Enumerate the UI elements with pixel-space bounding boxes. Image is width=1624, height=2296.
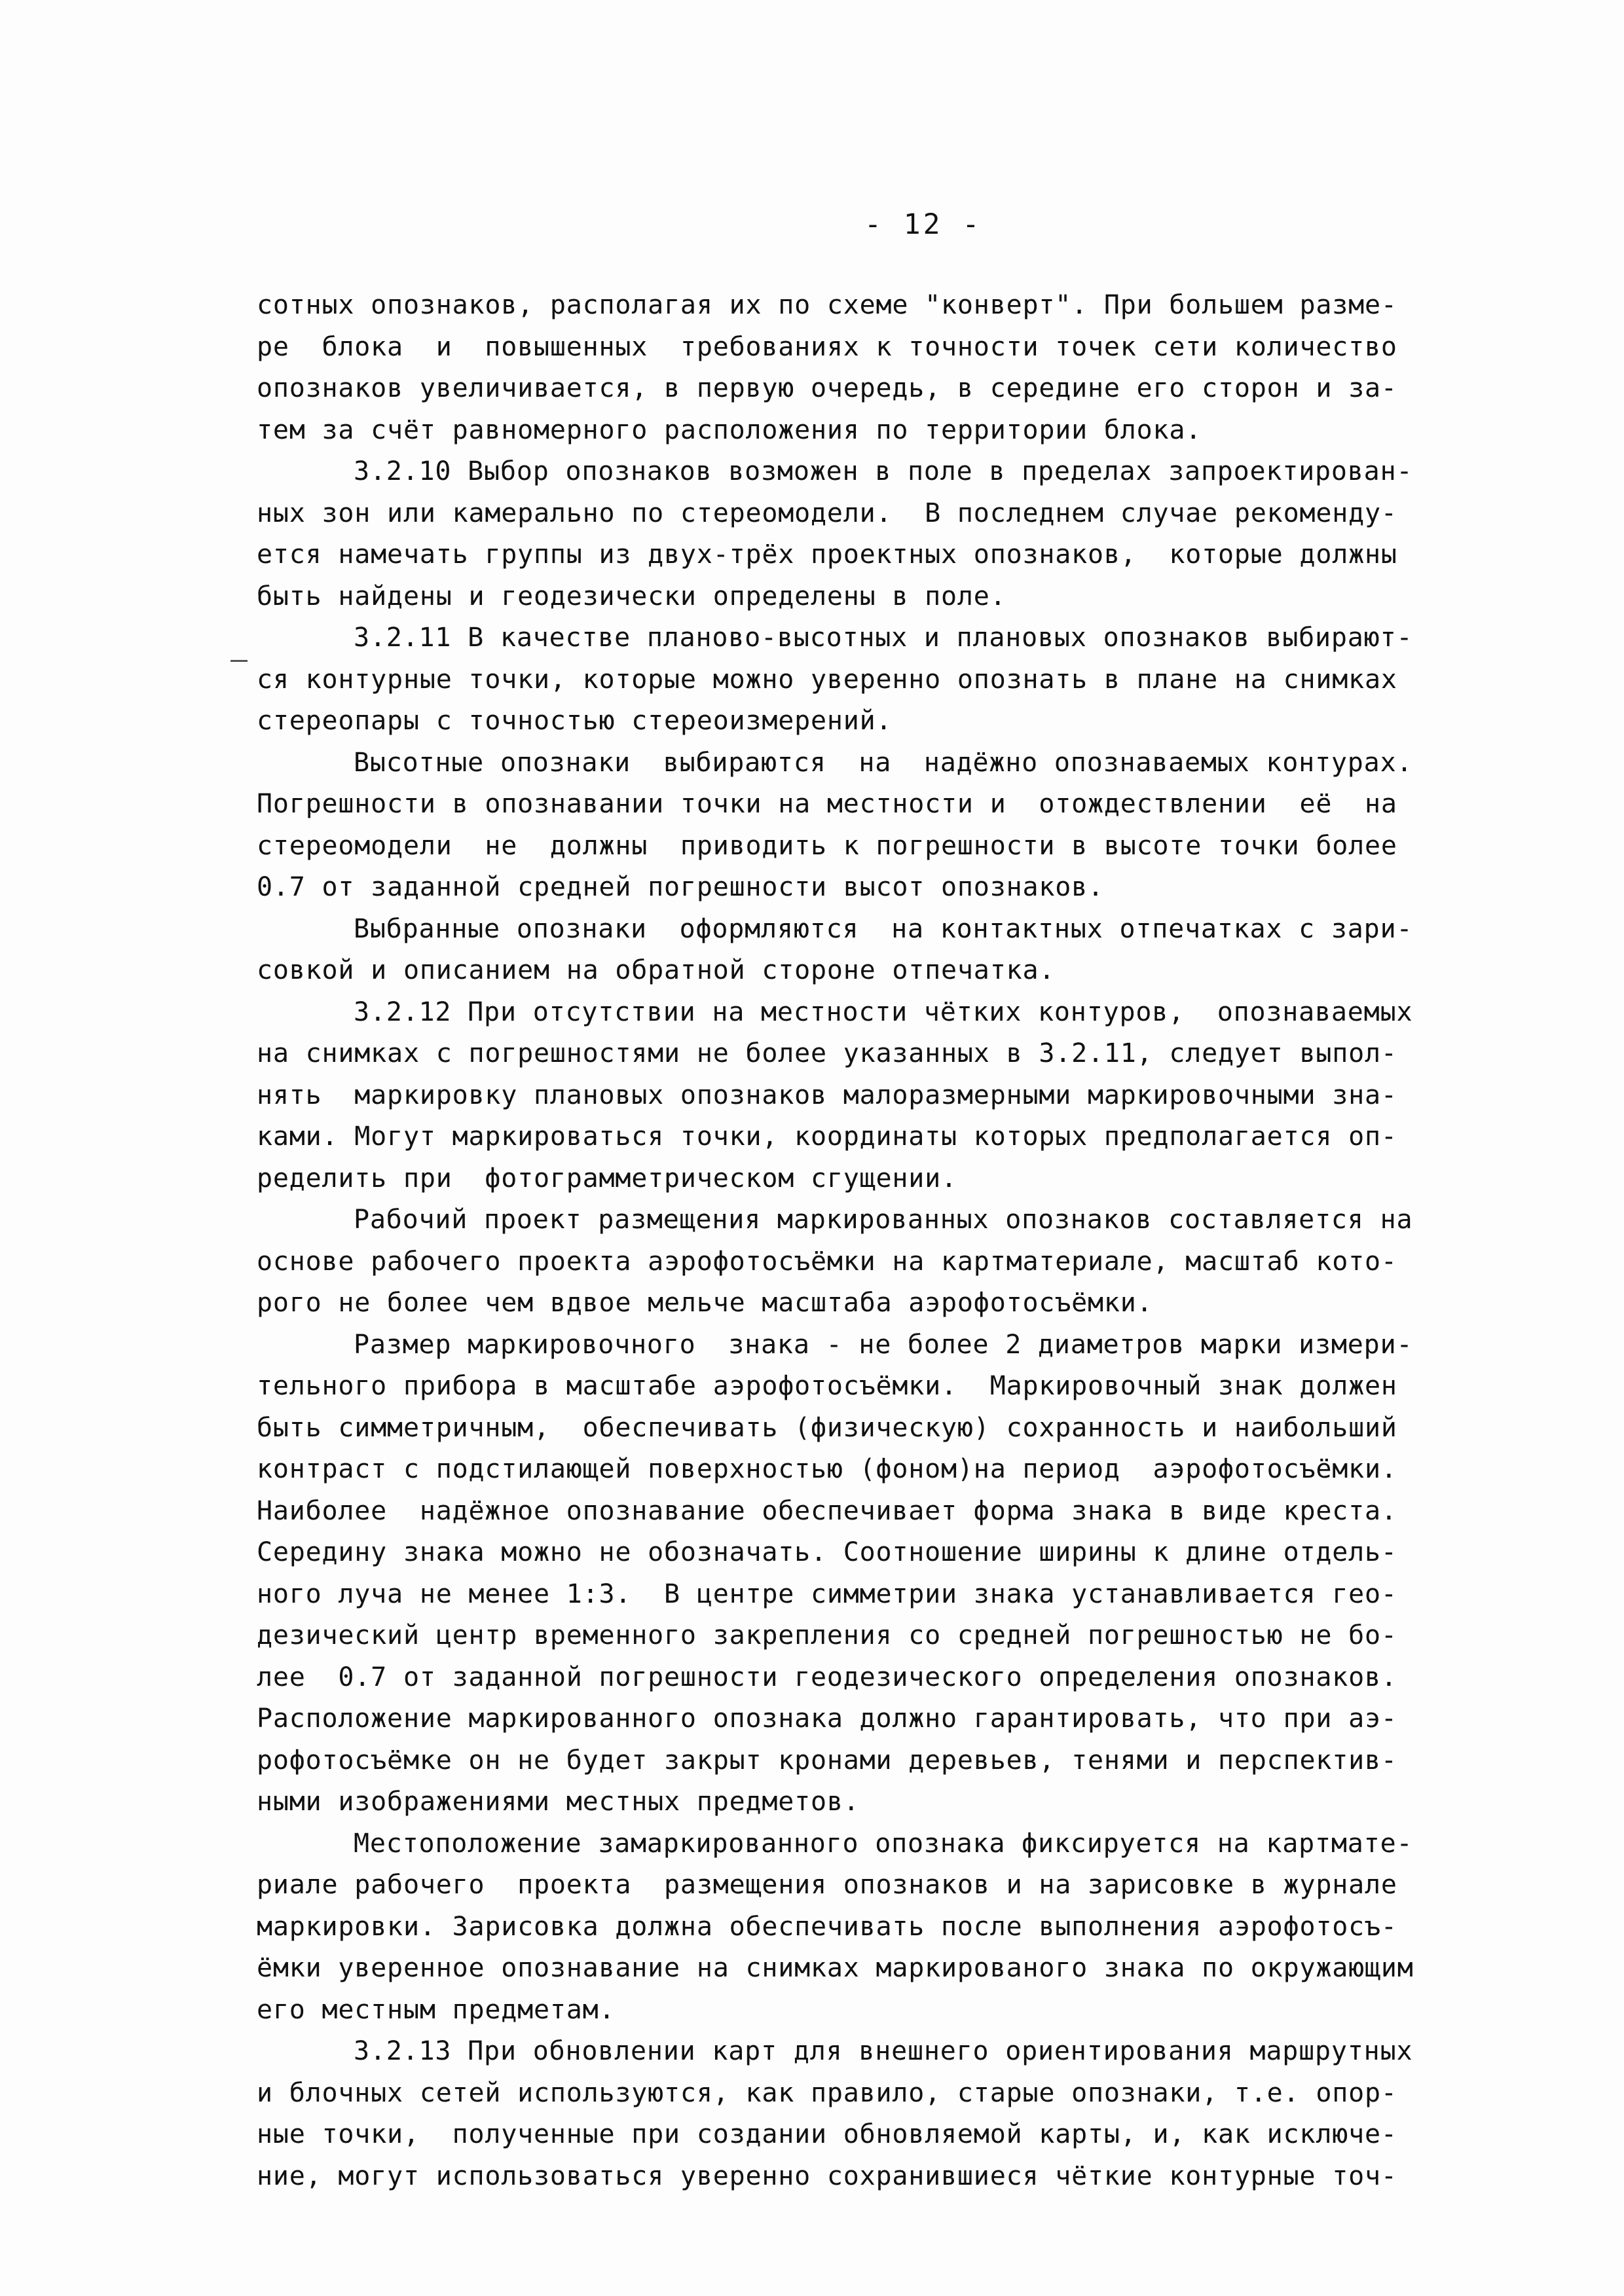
text-line: рофотосъёмке он не будет закрыт кронами деревьев, тенями и перспектив- — [257, 1745, 1397, 1776]
text-line: дезический центр временного закрепления со средней погрешностью не бо- — [257, 1620, 1397, 1650]
text-line: тем за счёт равномерного расположения по территории блока. — [257, 414, 1202, 445]
text-line: стереомодели не должны приводить к погрешности в высоте точки более — [257, 830, 1397, 861]
text-line: ется намечать группы из двух-трёх проектных опознаков, которые должны — [257, 539, 1397, 570]
body-text — [257, 285, 1606, 2197]
text-line: и блочных сетей используются, как правило, старые опознаки, т.е. опор- — [257, 2077, 1397, 2108]
page-number: - 12 - — [864, 208, 982, 241]
text-line: нять маркировку плановых опознаков малоразмерными маркировочными зна- — [257, 1080, 1397, 1110]
text-line: сотных опознаков, располагая их по схеме "конверт". При большем разме- — [257, 290, 1397, 320]
text-line: совкой и описанием на обратной стороне отпечатка. — [257, 955, 1056, 985]
text-line: быть симметричным, обеспечивать (физическую) сохранность и наибольший — [257, 1412, 1397, 1443]
text-line: ёмки уверенное опознавание на снимках маркированого знака по окружающим — [257, 1953, 1414, 1983]
margin-mark — [231, 660, 248, 662]
text-line: ределить при фотограмметрическом сгущении. — [257, 1163, 957, 1194]
text-line: ние, могут использоваться уверенно сохранившиеся чёткие контурные точ- — [257, 2160, 1397, 2191]
text-line: контраст с подстилающей поверхностью (фоном)на период аэрофотосъёмки. — [257, 1454, 1397, 1484]
text-line: опознаков увеличивается, в первую очередь, в середине его сторон и за- — [257, 373, 1397, 403]
text-line: рого не более чем вдвое мельче масштаба аэрофотосъёмки. — [257, 1288, 1153, 1318]
paragraph-start: Местоположение замаркированного опознака фиксируется на картмате- — [354, 1828, 1413, 1859]
paragraph-start: Размер маркировочного знака - не более 2 диаметров марки измери- — [354, 1329, 1413, 1360]
text-line: Наиболее надёжное опознавание обеспечивает форма знака в виде креста. — [257, 1495, 1397, 1526]
text-line: Погрешности в опознавании точки на местности и отождествлении её на — [257, 789, 1397, 819]
text-line: на снимках с погрешностями не более указанных в 3.2.11, следует выпол- — [257, 1038, 1397, 1068]
paragraph-start-3-2-12: 3.2.12 При отсутствии на местности чётких контуров, опознаваемых — [354, 996, 1413, 1027]
text-line: тельного прибора в масштабе аэрофотосъёмки. Маркировочный знак должен — [257, 1371, 1397, 1401]
paragraph-start: Выбранные опознаки оформляются на контактных отпечатках с зари- — [354, 913, 1413, 944]
text-line: маркировки. Зарисовка должна обеспечивать после выполнения аэрофотосъ- — [257, 1911, 1397, 1942]
text-line: Середину знака можно не обозначать. Соотношение ширины к длине отдель- — [257, 1537, 1397, 1567]
paragraph-start: Высотные опознаки выбираются на надёжно опознаваемых контурах. — [354, 747, 1413, 778]
paragraph-start-3-2-13: 3.2.13 При обновлении карт для внешнего ориентирования маршрутных — [354, 2036, 1413, 2066]
text-line: ные точки, полученные при создании обновляемой карты, и, как исключе- — [257, 2119, 1397, 2149]
text-line: Расположение маркированного опознака должно гарантировать, что при аэ- — [257, 1704, 1397, 1734]
text-line: ками. Могут маркироваться точки, координаты которых предполагается оп- — [257, 1121, 1397, 1152]
text-line: риале рабочего проекта размещения опознаков и на зарисовке в журнале — [257, 1870, 1397, 1900]
paragraph-start-3-2-10: 3.2.10 Выбор опознаков возможен в поле в пределах запроектирован- — [354, 456, 1413, 486]
text-line: быть найдены и геодезически определены в поле. — [257, 581, 1006, 611]
text-line: основе рабочего проекта аэрофотосъёмки на картматериале, масштаб кото- — [257, 1246, 1397, 1277]
text-line: ся контурные точки, которые можно уверенно опознать в плане на снимках — [257, 664, 1397, 695]
text-line: его местным предметам. — [257, 1994, 616, 2025]
paragraph-start: Рабочий проект размещения маркированных опознаков составляется на — [354, 1205, 1413, 1235]
text-line: ного луча не менее 1:3. В центре симметрии знака устанавливается гео- — [257, 1578, 1397, 1609]
text-line: ных зон или камерально по стереомодели. В последнем случае рекоменду- — [257, 498, 1397, 528]
text-line: ными изображениями местных предметов. — [257, 1787, 860, 1817]
paragraph-start-3-2-11: 3.2.11 В качестве планово-высотных и плановых опознаков выбирают- — [354, 623, 1413, 653]
text-line: лее 0.7 от заданной погрешности геодезического определения опознаков. — [257, 1662, 1397, 1692]
text-line: 0.7 от заданной средней погрешности высот опознаков. — [257, 872, 1104, 902]
text-line: стереопары с точностью стереоизмерений. — [257, 706, 893, 736]
text-line: ре блока и повышенных требованиях к точности точек сети количество — [257, 331, 1397, 362]
